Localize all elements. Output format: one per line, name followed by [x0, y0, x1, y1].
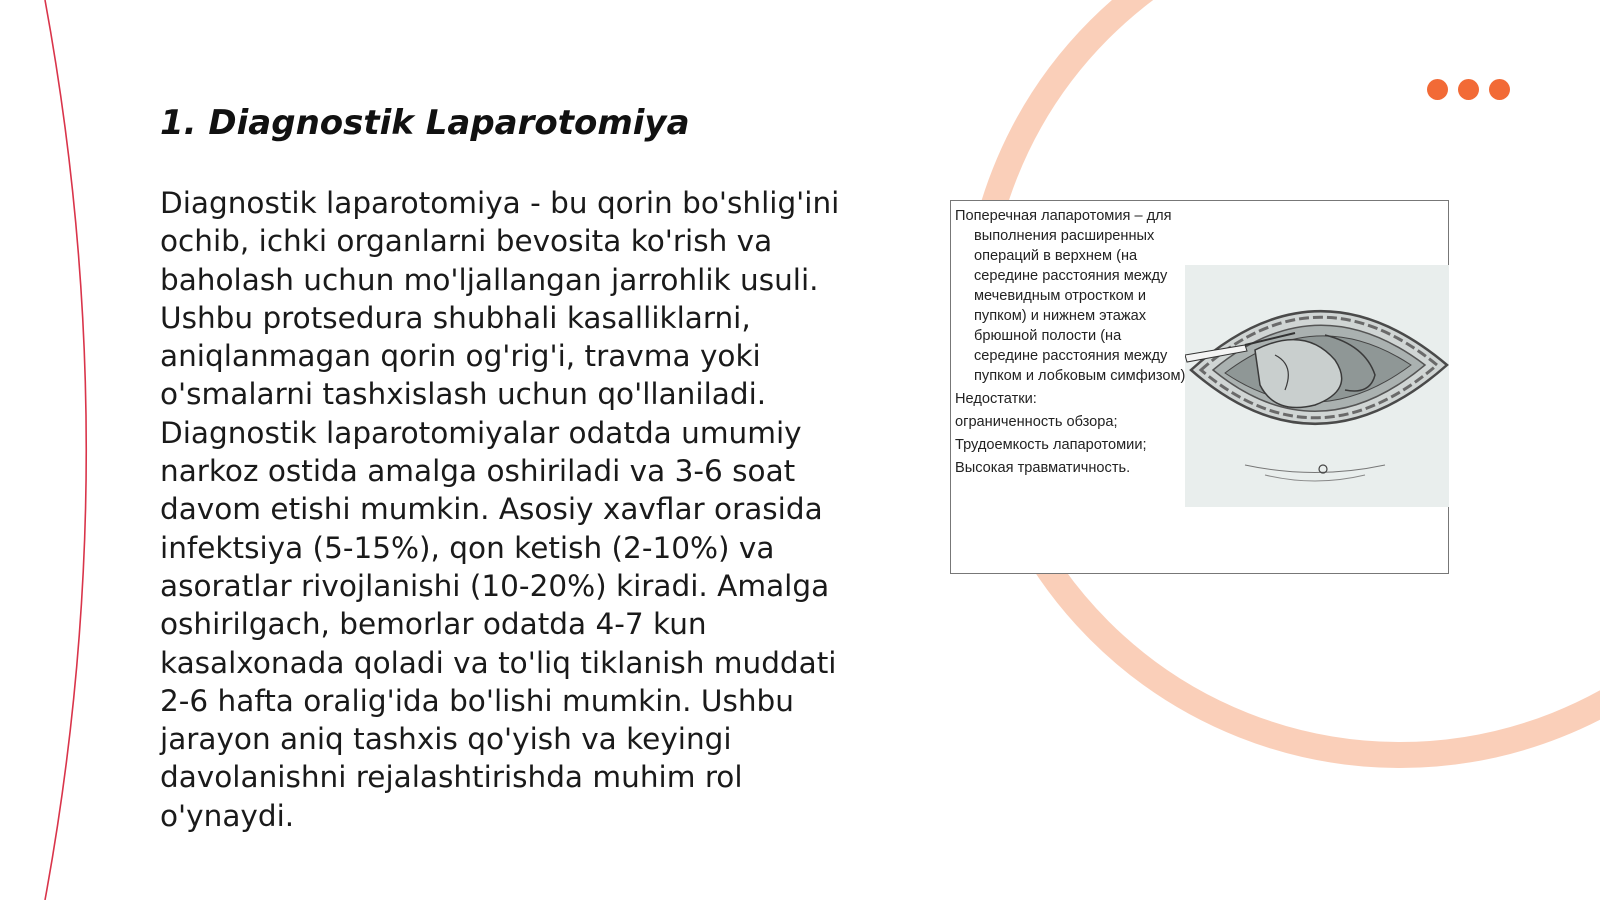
dot: [1489, 79, 1510, 100]
page-title: 1. Diagnostik Laparotomiya: [160, 103, 690, 143]
dot: [1458, 79, 1479, 100]
figure-line: Высокая травматичность.: [955, 460, 1131, 476]
figure-heading: Поперечная лапаротомия – для выполнения расширенных операций в верхнем (на середине расстояния между мечевидным отростком и пупком) и нижнем этажах брюшной полости (на середине расстояния между пупком и лобковым симфизом): [955, 208, 1186, 384]
dot: [1427, 79, 1448, 100]
figure-caption: [955, 206, 1187, 478]
surgical-incision-illustration: [1185, 265, 1449, 507]
figure-panel: [950, 200, 1449, 574]
slide-body-text: Diagnostik laparotomiya - bu qorin bo'shlig'ini ochib, ichki organlarni bevosita ko'rish va baholash uchun mo'ljallangan jarrohlik usuli. Ushbu protsedura shubhali kasalliklarni, aniqlanmagan qorin og'rig'i, travma yoki o'smalarni tashxislash uchun qo'llaniladi. Diagnostik laparotomiyalar odatda umumiy narkoz ostida amalga oshiriladi va 3-6 soat davom etishi mumkin. Asosiy xavflar orasida infektsiya (5-15%), qon ketish (2-10%) va asoratlar rivojlanishi (10-20%) kiradi. Amalga oshirilgach, bemorlar odatda 4-7 kun kasalxonada qoladi va to'liq tiklanish muddati 2-6 hafta oralig'ida bo'lishi mumkin. Ushbu jarayon aniq tashxis qo'yish va keyingi davolanishni rejalashtirishda muhim rol o'ynaydi.: [160, 186, 840, 833]
figure-line: ограниченность обзора;: [955, 414, 1118, 430]
left-edge-curve: [45, 0, 86, 900]
figure-line: Недостатки:: [955, 391, 1037, 407]
more-dots-icon: [1427, 79, 1510, 100]
figure-line: Трудоемкость лапаротомии;: [955, 437, 1147, 453]
